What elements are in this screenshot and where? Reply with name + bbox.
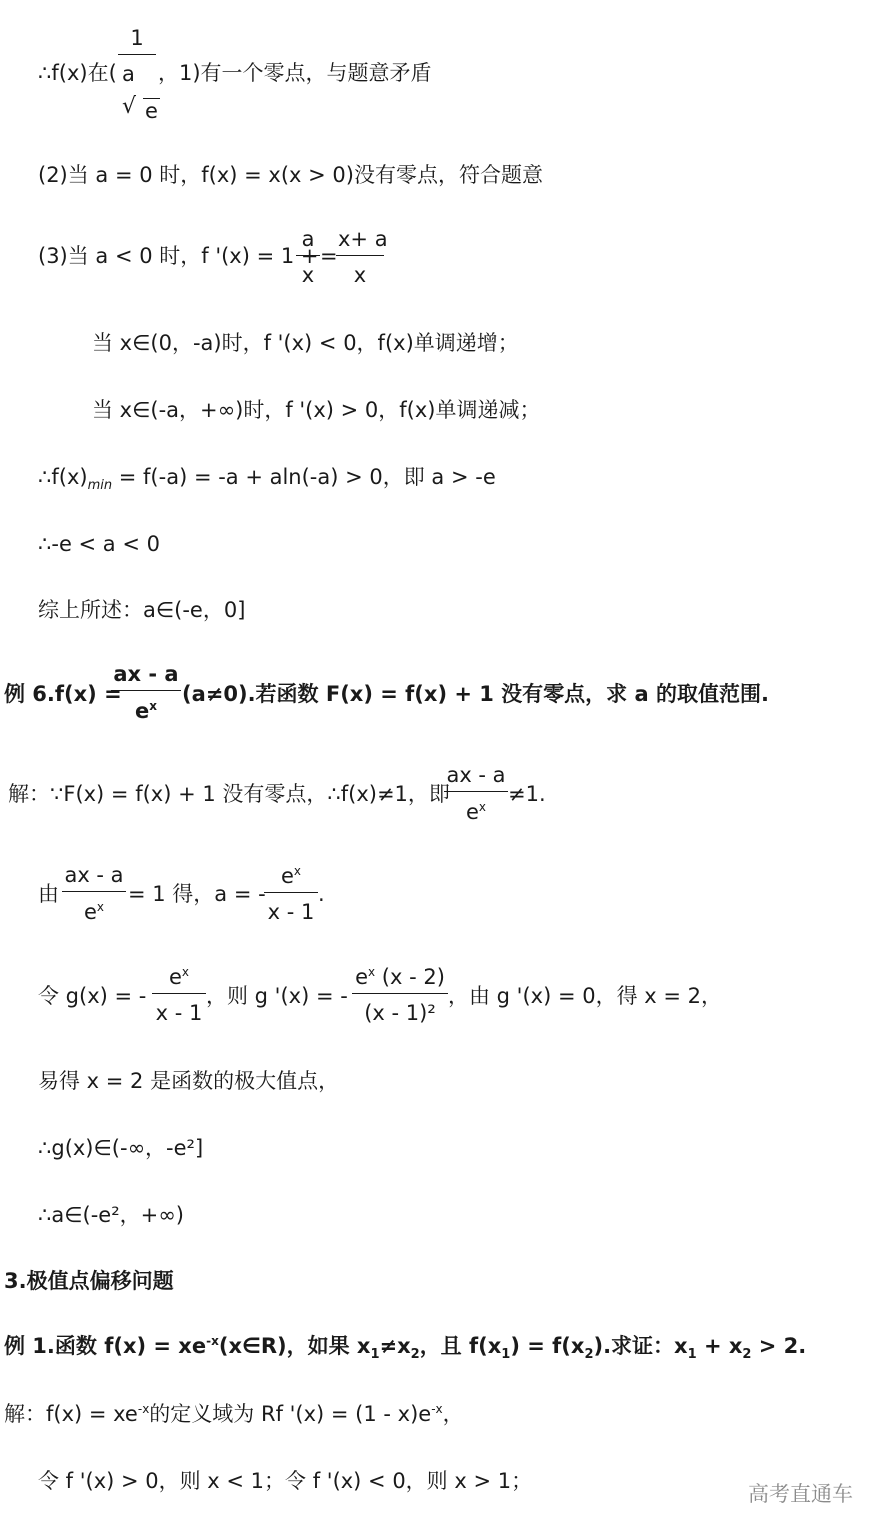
fraction-denominator: a bbox=[122, 62, 135, 86]
text: > 2. bbox=[751, 1334, 807, 1358]
section-3-heading: 3.极值点偏移问题 bbox=[4, 1269, 174, 1293]
fraction-denominator: x ‐ 1 bbox=[155, 1001, 203, 1025]
text: 解：f(x) = xe bbox=[4, 1402, 138, 1426]
ling-fraction-1 bbox=[152, 966, 206, 1024]
fraction-numerator: ax ‐ a bbox=[111, 664, 181, 691]
ling-suffix: ，由 g '(x) = 0，得 x = 2， bbox=[448, 984, 722, 1008]
text: e bbox=[465, 800, 479, 824]
subscript: 1 bbox=[687, 1347, 697, 1363]
text: + x bbox=[696, 1334, 743, 1358]
text: e bbox=[135, 699, 150, 723]
line-6 bbox=[38, 467, 496, 492]
ling-fraction-2 bbox=[352, 966, 448, 1024]
you-suffix: . bbox=[318, 882, 325, 906]
subscript: 2 bbox=[742, 1347, 752, 1363]
superscript: x bbox=[478, 800, 487, 814]
text: e bbox=[355, 965, 369, 989]
line-a-range: ∴a∈(‐e²，+∞) bbox=[38, 1203, 184, 1227]
fraction-x-plus-a-over-x bbox=[336, 227, 388, 287]
subscript: 1 bbox=[501, 1347, 511, 1363]
text: (x∈R)，如果 x bbox=[218, 1334, 371, 1358]
line-4: 当 x∈(0，‐a)时，f '(x) < 0，f(x)单调递增； bbox=[92, 331, 519, 355]
you-fraction-1 bbox=[62, 865, 126, 923]
line-3-prefix: (3)当 a < 0 时，f '(x) = 1 + bbox=[38, 244, 319, 268]
fraction-denominator: x bbox=[301, 263, 315, 287]
subscript: 2 bbox=[584, 1347, 594, 1363]
fraction-denominator: x ‐ 1 bbox=[267, 900, 315, 924]
text: e bbox=[280, 864, 294, 888]
example-1 bbox=[4, 1335, 806, 1361]
you-fraction-2 bbox=[264, 865, 318, 923]
line-g-range: ∴g(x)∈(‐∞，‐e²] bbox=[38, 1136, 204, 1160]
text: 例 1.函数 f(x) = xe bbox=[4, 1334, 207, 1358]
fraction-numerator: ax ‐ a bbox=[444, 765, 508, 792]
fraction-denominator bbox=[444, 792, 508, 823]
line-1-suffix: ，1)有一个零点，与题意矛盾 bbox=[158, 61, 432, 85]
solution-suffix: ≠1. bbox=[508, 782, 546, 806]
fraction-numerator bbox=[152, 966, 206, 994]
subscript: 2 bbox=[410, 1347, 420, 1363]
text: ) = f(x bbox=[510, 1334, 585, 1358]
fraction-denominator: (x ‐ 1)² bbox=[364, 1001, 436, 1025]
text: ).求证：x bbox=[593, 1334, 688, 1358]
text: ，且 f(x bbox=[419, 1334, 502, 1358]
you-mid: = 1 得，a = ‐ bbox=[128, 882, 266, 906]
superscript: x bbox=[181, 965, 190, 979]
subscript: 1 bbox=[370, 1347, 380, 1363]
fraction-numerator: 1 bbox=[118, 28, 156, 55]
text: e bbox=[83, 900, 97, 924]
fraction-numerator bbox=[352, 966, 448, 994]
line-1-prefix: ∴f(x)在( bbox=[38, 61, 117, 85]
fraction-numerator: a bbox=[296, 229, 320, 256]
text: ∴f(x) bbox=[38, 465, 88, 489]
solution-prefix: 解：∵F(x) = f(x) + 1 没有零点，∴f(x)≠1，即 bbox=[8, 782, 450, 806]
fraction-denominator: x bbox=[353, 263, 367, 287]
line-2: (2)当 a = 0 时，f(x) = x(x > 0)没有零点，符合题意 bbox=[38, 163, 543, 187]
superscript: x bbox=[96, 900, 105, 914]
ling-mid: ，则 g '(x) = ‐ bbox=[206, 984, 348, 1008]
fraction-denominator bbox=[111, 691, 181, 722]
fraction-1-over-a bbox=[118, 28, 156, 85]
fraction-a-over-x bbox=[296, 229, 320, 286]
fraction-numerator: x+ a bbox=[336, 229, 384, 256]
superscript: x bbox=[149, 699, 157, 713]
fraction-denominator bbox=[62, 892, 126, 923]
equals-sign: = bbox=[320, 244, 338, 268]
text: 的定义域为 Rf '(x) = (1 ‐ x)e bbox=[149, 1402, 432, 1426]
subscript-min: min bbox=[87, 478, 113, 494]
last-line: 令 f '(x) > 0，则 x < 1；令 f '(x) < 0，则 x > 1； bbox=[38, 1469, 533, 1493]
solution-2 bbox=[4, 1403, 464, 1425]
sqrt-sign: √ bbox=[122, 94, 137, 119]
you-prefix: 由 bbox=[38, 882, 59, 906]
line-8: 综上所述：a∈(‐e，0] bbox=[38, 598, 246, 622]
example-6-suffix: (a≠0).若函数 F(x) = f(x) + 1 没有零点，求 a 的取值范围. bbox=[182, 682, 769, 706]
text: (x ‐ 2) bbox=[375, 965, 445, 989]
superscript: ‐x bbox=[206, 1334, 219, 1348]
watermark: 高考直通车 bbox=[748, 1482, 853, 1506]
ling-prefix: 令 g(x) = ‐ bbox=[38, 984, 147, 1008]
superscript: x bbox=[368, 965, 376, 979]
solution-fraction bbox=[444, 765, 508, 823]
example-6-prefix: 例 6.f(x) = bbox=[4, 682, 122, 706]
superscript: ‐x bbox=[137, 1402, 150, 1416]
text: ≠x bbox=[379, 1334, 411, 1358]
text: ， bbox=[442, 1402, 464, 1426]
superscript: ‐x bbox=[431, 1402, 443, 1416]
line-5: 当 x∈(‐a，+∞)时，f '(x) > 0，f(x)单调递减； bbox=[92, 398, 541, 422]
text: e bbox=[168, 965, 182, 989]
line-yi: 易得 x = 2 是函数的极大值点， bbox=[38, 1069, 340, 1093]
sqrt-argument: e bbox=[145, 99, 158, 123]
fraction-numerator bbox=[264, 865, 318, 893]
text: = f(‐a) = ‐a + aln(‐a) > 0，即 a > ‐e bbox=[112, 465, 496, 489]
fraction-numerator: ax ‐ a bbox=[62, 865, 126, 892]
superscript: x bbox=[293, 864, 302, 878]
example-6-fraction bbox=[111, 664, 181, 722]
line-7: ∴‐e < a < 0 bbox=[38, 532, 160, 556]
